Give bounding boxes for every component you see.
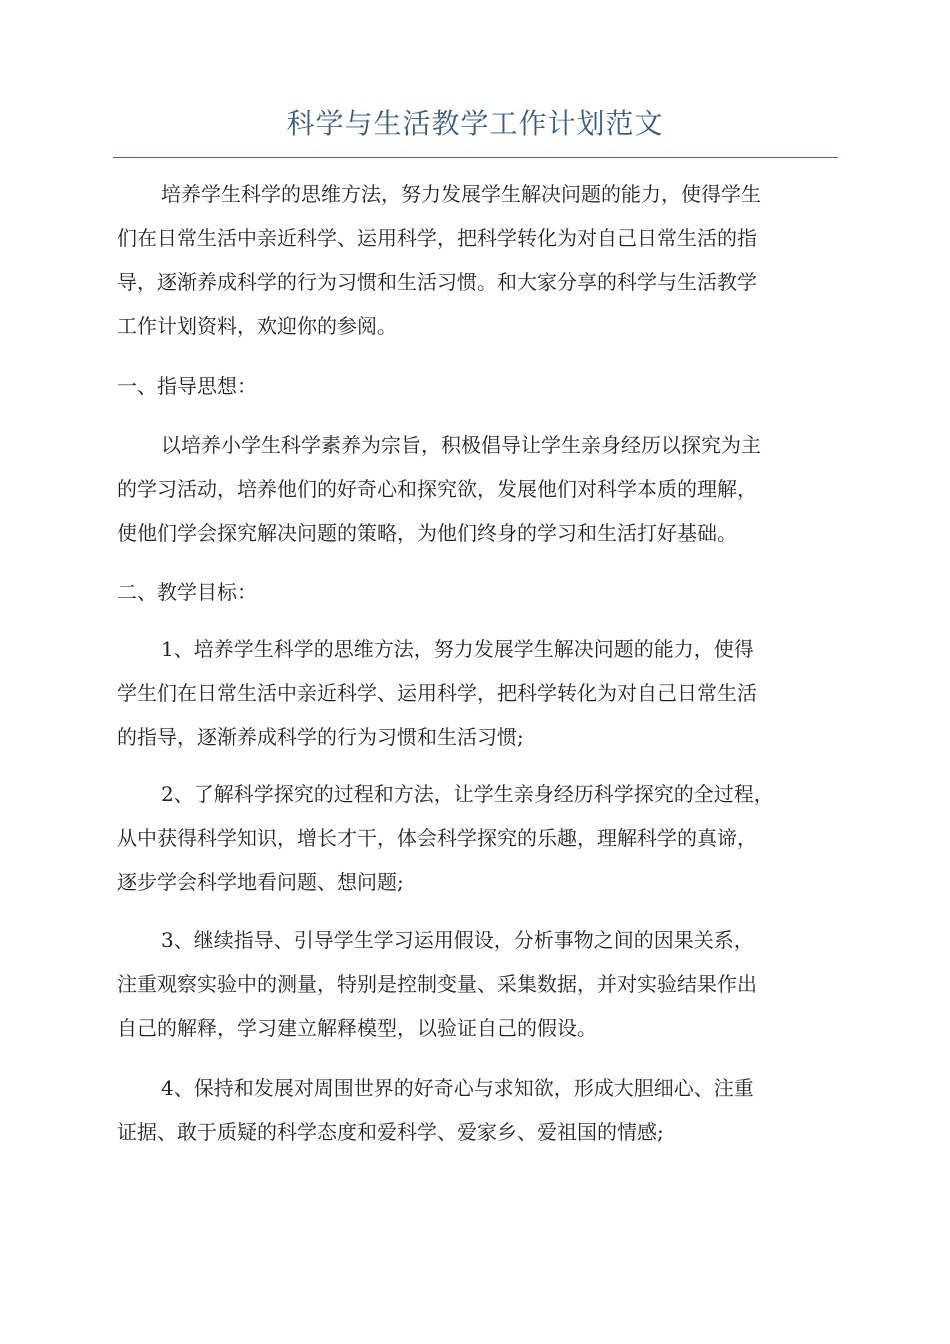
goal-line: 4、保持和发展对周围世界的好奇心与求知欲，形成大胆细心、注重: [161, 1076, 754, 1100]
section-heading-guiding-ideology: [117, 364, 847, 408]
guiding-ideology-paragraph: [117, 423, 847, 555]
intro-line: 工作计划资料，欢迎你的参阅。: [117, 314, 397, 338]
goal-line: 注重观察实验中的测量，特别是控制变量、采集数据，并对实验结果作出: [117, 972, 757, 996]
goal-line: 学生们在日常生活中亲近科学、运用科学，把科学转化为对自己日常生活: [117, 681, 757, 705]
section-heading-text: 一、指导思想：: [117, 374, 257, 398]
paragraph-line: 使他们学会探究解决问题的策略，为他们终身的学习和生活打好基础。: [117, 521, 737, 545]
goal-line: 1、培养学生科学的思维方法，努力发展学生解决问题的能力，使得: [161, 637, 754, 661]
goal-line: 自己的解释，学习建立解释模型，以验证自己的假设。: [117, 1016, 597, 1040]
goal-line: 2、了解科学探究的过程和方法，让学生亲身经历科学探究的全过程，: [161, 782, 774, 806]
goal-line: 从中获得科学知识，增长才干，体会科学探究的乐趣，理解科学的真谛，: [117, 826, 757, 850]
title-divider: [113, 157, 838, 158]
intro-line: 们在日常生活中亲近科学、运用科学，把科学转化为对自己日常生活的指: [117, 226, 757, 250]
document-title: 科学与生活教学工作计划范文: [286, 107, 664, 140]
goal-line: 的指导，逐渐养成科学的行为习惯和生活习惯;: [117, 725, 524, 749]
intro-line: 导，逐渐养成科学的行为习惯和生活习惯。和大家分享的科学与生活教学: [117, 270, 757, 294]
paragraph-line: 以培养小学生科学素养为宗旨，积极倡导让学生亲身经历以探究为主: [161, 433, 761, 457]
intro-paragraph: [117, 172, 847, 348]
goal-line: 证据、敢于质疑的科学态度和爱科学、爱家乡、爱祖国的情感;: [117, 1120, 664, 1144]
goal-line: 逐步学会科学地看问题、想问题;: [117, 870, 404, 894]
section-heading-teaching-goals: [117, 570, 847, 614]
goal-item-2: [117, 772, 847, 904]
paragraph-line: 的学习活动，培养他们的好奇心和探究欲，发展他们对科学本质的理解，: [117, 477, 757, 501]
goal-item-4: [117, 1066, 847, 1154]
section-heading-text: 二、教学目标：: [117, 580, 257, 604]
intro-line: 培养学生科学的思维方法，努力发展学生解决问题的能力，使得学生: [161, 182, 761, 206]
goal-item-1: [117, 627, 847, 759]
goal-item-3: [117, 918, 847, 1050]
goal-line: 3、继续指导、引导学生学习运用假设，分析事物之间的因果关系，: [161, 928, 754, 952]
